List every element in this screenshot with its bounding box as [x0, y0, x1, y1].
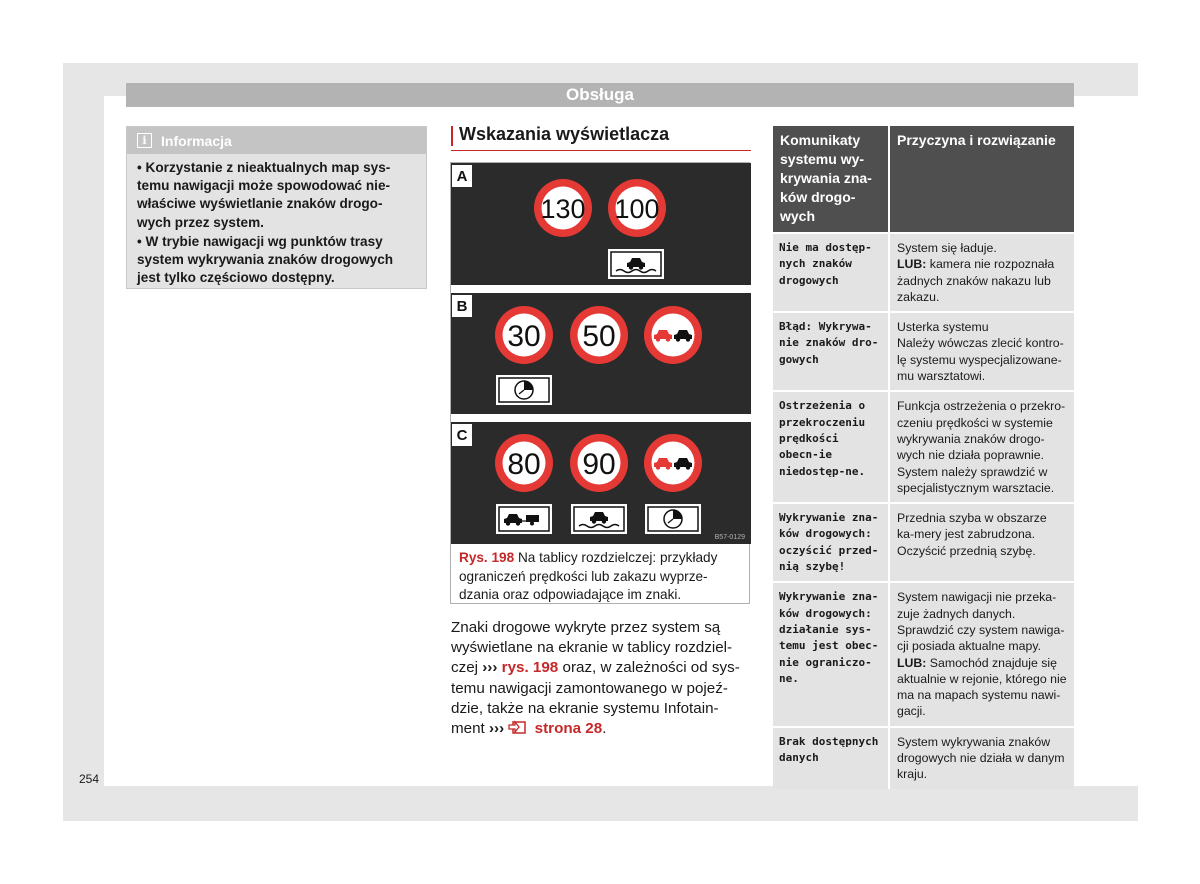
page-link[interactable]: strona 28 [534, 720, 603, 738]
body-text-part: Znaki drogowe wykryte przez system są wyświetlane na ekranie w tablicy rozdziel-czej [451, 619, 733, 677]
or-label: LUB: [897, 257, 927, 272]
info-box-title: Informacja [161, 132, 232, 149]
solution-text: Funkcja ostrzeżenia o przekro-czeniu prędkości w systemie wykrywania znaków drogo-wych nie działa poprawnie. [897, 399, 1066, 463]
figure-198 [450, 162, 750, 604]
message-cell: Brak dostępnych danych [773, 728, 890, 789]
solution-line [897, 655, 1067, 720]
solution-text: Sprawdzić czy system nawiga-cji posiada aktualne mapy. [897, 622, 1065, 654]
table-row [773, 502, 1074, 581]
panel-letter: A [452, 165, 472, 187]
message-cell: Wykrywanie zna-ków drogowych: oczyścić przed-nią szybę! [773, 504, 890, 581]
solution-cell [890, 504, 1074, 581]
flood-icon [571, 504, 627, 534]
body-text-end: . [602, 720, 607, 738]
panel-a [451, 163, 751, 285]
solution-line [897, 543, 1067, 559]
figure-ref: Rys. 198 [459, 550, 515, 565]
solution-text: Oczyścić przednią szybę. [897, 543, 1036, 558]
body-text-part: oraz, w zależności od sys-temu nawigacji zamontowanego w pojeź-dzie, także na ekranie systemu Infotain-ment [451, 659, 740, 738]
info-box-body [127, 154, 426, 287]
panel-separator [451, 285, 751, 293]
info-box [126, 126, 427, 289]
table-header-cell: Komunikaty systemu wy-krywania zna-ków drogo-wych [773, 126, 890, 232]
solution-line [897, 734, 1067, 783]
solution-line [897, 622, 1067, 655]
solution-cell [890, 728, 1074, 789]
info-box-header [127, 127, 426, 154]
xref-arrows: ››› [489, 720, 505, 738]
speed-limit-sign [495, 434, 553, 492]
solution-text: Usterka systemu [897, 320, 989, 335]
solution-text: System należy sprawdzić w specjalistycznym warsztacie. [897, 464, 1055, 495]
table-row [773, 390, 1074, 502]
message-cell: Wykrywanie zna-ków drogowych: działanie sys-temu jest obec-nie ograniczo-ne. [773, 583, 890, 725]
flood-icon [608, 249, 664, 279]
solution-text: Należy wówczas zlecić kontro-lę systemu wyspecjalizowane-mu warsztatowi. [897, 336, 1064, 384]
speed-limit-sign [534, 179, 592, 237]
speed-limit-sign [570, 434, 628, 492]
solution-cell [890, 234, 1074, 311]
solution-text: System nawigacji nie przeka-zuje żadnych danych. [897, 590, 1057, 621]
table-row [773, 726, 1074, 789]
speed-limit-value: 90 [582, 448, 616, 481]
solution-line [897, 256, 1067, 305]
message-cell: Błąd: Wykrywa-nie znaków dro-gowych [773, 313, 890, 390]
page-number: 254 [79, 772, 100, 786]
solution-text: Przednia szyba w obszarze ka-mery jest zabrudzona. [897, 511, 1047, 542]
solution-text: kamera nie rozpoznała żadnych znaków nakazu lub zakazu. [897, 257, 1055, 304]
panel-b [451, 293, 751, 414]
caption-text: Na tablicy rozdzielczej: przykłady ograniczeń prędkości lub zakazu wyprze-dzania oraz odpowiadające im znaki. [459, 550, 718, 602]
no-overtaking-icon [644, 434, 702, 492]
solution-line [897, 398, 1067, 463]
chapter-header: Obsługa [126, 83, 1074, 107]
info-item: • W trybie nawigacji wg punktów trasy system wykrywania znaków drogowych jest tylko częściowo dostępny. [137, 233, 394, 286]
speed-limit-sign [495, 306, 553, 364]
figure-link[interactable]: rys. 198 [501, 659, 559, 677]
clock-icon [496, 375, 552, 405]
info-icon: i [137, 133, 152, 148]
page-link-icon [508, 720, 530, 737]
figure-code: B57-0129 [714, 534, 745, 541]
solution-line [897, 240, 1067, 256]
table-body [773, 232, 1074, 789]
speed-limit-value: 80 [507, 448, 541, 481]
solution-line [897, 319, 1067, 335]
solution-line [897, 464, 1067, 497]
speed-limit-sign [570, 306, 628, 364]
panel-separator [451, 414, 751, 422]
solution-cell [890, 313, 1074, 390]
solution-text: System się ładuje. [897, 241, 997, 255]
solution-line [897, 589, 1067, 622]
xref-arrows: ››› [482, 659, 498, 677]
table-row [773, 311, 1074, 390]
car-trailer-icon [496, 504, 552, 534]
speed-limit-value: 30 [507, 320, 541, 353]
table-header-cell: Przyczyna i rozwiązanie [897, 132, 1056, 148]
panel-letter: C [452, 424, 472, 446]
speed-limit-value: 100 [614, 194, 660, 224]
body-paragraph [451, 618, 751, 739]
speed-limit-value: 50 [582, 320, 616, 353]
table-row [773, 232, 1074, 311]
messages-table [773, 126, 1074, 789]
info-item: • Korzystanie z nieaktualnych map sys- temu nawigacji może spowodować nie- właściwe wyświetlanie znaków drogo- wych przez system. [137, 160, 391, 230]
solution-cell [890, 392, 1074, 502]
panel-letter: B [452, 295, 472, 317]
or-label: LUB: [897, 655, 927, 670]
solution-text: Samochód znajduje się aktualnie w rejonie, którego nie ma na mapach systemu nawi-gacji. [897, 655, 1067, 719]
panel-c [451, 422, 751, 544]
section-title: Wskazania wyświetlacza [451, 124, 751, 151]
solution-line [897, 335, 1067, 384]
table-header [773, 126, 1074, 232]
solution-line [897, 510, 1067, 543]
speed-limit-sign [608, 179, 666, 237]
message-cell: Nie ma dostęp-nych znaków drogowych [773, 234, 890, 311]
table-row [773, 581, 1074, 725]
speed-limit-value: 130 [540, 194, 586, 224]
clock-icon [645, 504, 701, 534]
no-overtaking-icon [644, 306, 702, 364]
message-cell: Ostrzeżenia o przekroczeniu prędkości obecn-ie niedostęp-ne. [773, 392, 890, 502]
figure-caption [459, 549, 744, 605]
solution-text: System wykrywania znaków drogowych nie działa w danym kraju. [897, 734, 1065, 782]
solution-cell [890, 583, 1074, 725]
